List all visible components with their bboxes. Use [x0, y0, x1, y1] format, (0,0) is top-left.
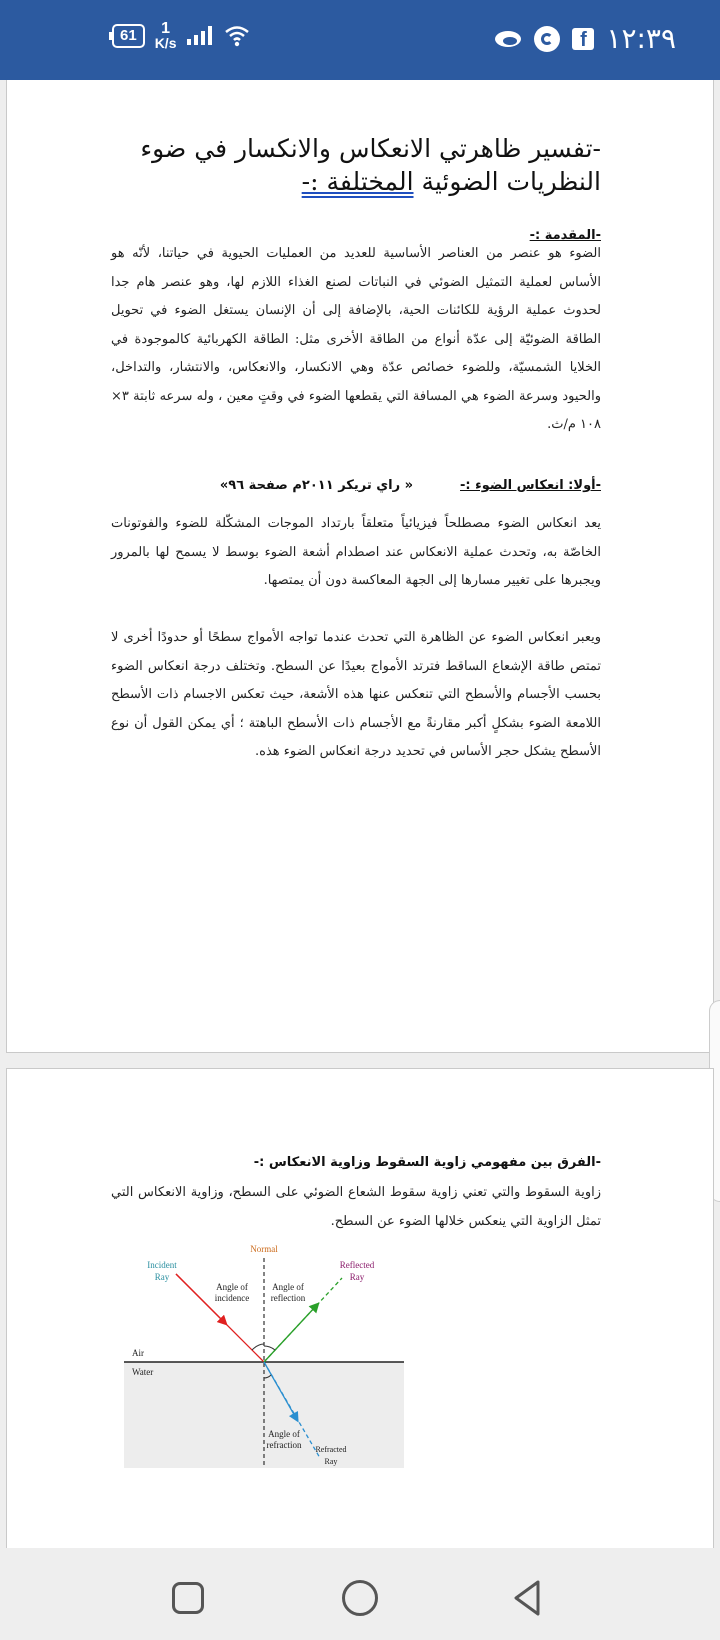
clock: ١٢:٣٩ [606, 22, 676, 55]
cloud-icon [494, 28, 522, 50]
label-refracted-2: Ray [324, 1457, 338, 1466]
recent-apps-icon[interactable] [172, 1582, 204, 1614]
section1-reference: « راي تريكر ٢٠١١م صفحة ٩٦» [219, 478, 413, 493]
refraction-diagram [124, 1238, 408, 1470]
back-icon[interactable] [510, 1578, 544, 1618]
label-reflected-2: Ray [349, 1272, 365, 1282]
label-reflected-1: Reflected [339, 1260, 375, 1270]
section1-paragraph-1: يعد انعكاس الضوء مصطلحاً فيزيائياً متعلقاً بارتداد الموجات المشكّلة للضوء والفوتونات الخاصّة به، وتحدث عملية الانعكاس عند اصطدام أشعة الضوء بوسط لا يسمح لها بالمرور ويجبرها على تغيير مسارها إلى الجهة المعاكسة دون أن يمتصها. [111, 516, 601, 588]
label-angle-reflection-1: Angle of [272, 1282, 304, 1292]
page2-heading: -الفرق بين مفهومي زاوية السقوط وزاوية الانعكاس :- [253, 1155, 601, 1170]
wifi-icon [224, 24, 250, 48]
circle-app-icon [534, 26, 560, 52]
facebook-icon: f [572, 28, 594, 50]
section1-paragraph-2: ويعبر انعكاس الضوء عن الظاهرة التي تحدث عندما تواجه الأمواج سطحًا أو حدودًا أخرى لا تمتص طاقة الإشعاع الساقط فترتد الأمواج بعيدًا عن السطح. وتختلف درجة انعكاس الضوء بحسب الأجسام والأسطح التي تنعكس عنها هذه الأشعة، حيث تعكس الاجسام ذات الأسطح اللامعة الضوء بشكلٍ أكبر مقارنةً مع الأجسام ذات الأسطح الباهتة ؛ أي يمكن القول أن نوع الأسطح يشكل حجر الأساس في تحديد درجة انعكاس الضوء هذه. [111, 630, 601, 759]
status-right [494, 22, 676, 55]
section1-heading: -أولا: انعكاس الضوء :- [460, 478, 601, 493]
document-page-1 [6, 80, 714, 1053]
intro-paragraph: الضوء هو عنصر من العناصر الأساسية للعديد من العمليات الحيوية في حياتنا، لأنّه هو الأساس لعملية التمثيل الضوئي في النباتات لصنع الغذاء اللازم لها، وهو عنصر هام جدا لحدوث عملية الرؤية للكائنات الحية، بالإضافة إلى أن الإنسان يستغل الضوء في تحويل الطاقة الضوئيّة إلى عدّة أنواع من الطاقة الأخرى مثل: الطاقة الكهربائية كالموجودة في الخلايا الشمسيّة، وللضوء خصائص عدّة وهي الانكسار، والانعكاس، والانتشار، والتداخل، والحيود وسرعة الضوء هي المسافة التي يقطعها الضوء في وقتٍ معين ، وله سرعه ثابتة ٣× ١٠٨ م/ث. [111, 246, 601, 432]
page2-paragraph: زاوية السقوط والتي تعني زاوية سقوط الشعاع الضوئي على السطح، وزاوية الانعكاس التي تمثل الزاوية التي ينعكس خلالها الضوء عن السطح. [111, 1185, 601, 1229]
battery-icon: 61 [112, 24, 145, 48]
home-icon[interactable] [342, 1580, 378, 1616]
title-line-2-underlined: المختلفة :- [301, 167, 414, 196]
document-title [121, 132, 601, 198]
title-line-2 [121, 165, 601, 198]
label-angle-refraction-1: Angle of [268, 1429, 300, 1439]
status-left [112, 22, 250, 50]
reflected-ray-arrow [264, 1306, 316, 1362]
label-water: Water [132, 1367, 154, 1377]
signal-icon [186, 25, 214, 47]
label-angle-incidence-1: Angle of [216, 1282, 248, 1292]
network-speed [155, 22, 177, 50]
label-angle-reflection-2: reflection [270, 1293, 306, 1303]
label-incident-1: Incident [147, 1260, 177, 1270]
network-speed-value: 1 [161, 20, 171, 37]
intro-heading: -المقدمة :- [529, 228, 601, 243]
label-normal: Normal [250, 1244, 278, 1254]
angle-incidence-arc [252, 1344, 264, 1350]
angle-reflection-arc [264, 1346, 275, 1350]
label-air: Air [132, 1348, 144, 1358]
label-refracted-1: Refracted [315, 1445, 347, 1454]
title-line-1: -تفسير ظاهرتي الانعكاس والانكسار في ضوء [140, 134, 601, 163]
label-angle-refraction-2: refraction [266, 1440, 302, 1450]
label-incident-2: Ray [154, 1272, 170, 1282]
navigation-bar [0, 1548, 720, 1640]
status-bar [0, 0, 720, 80]
label-angle-incidence-2: incidence [214, 1293, 250, 1303]
network-speed-unit: K/s [154, 35, 177, 51]
title-line-2-prefix: النظريات الضوئية [413, 167, 601, 196]
